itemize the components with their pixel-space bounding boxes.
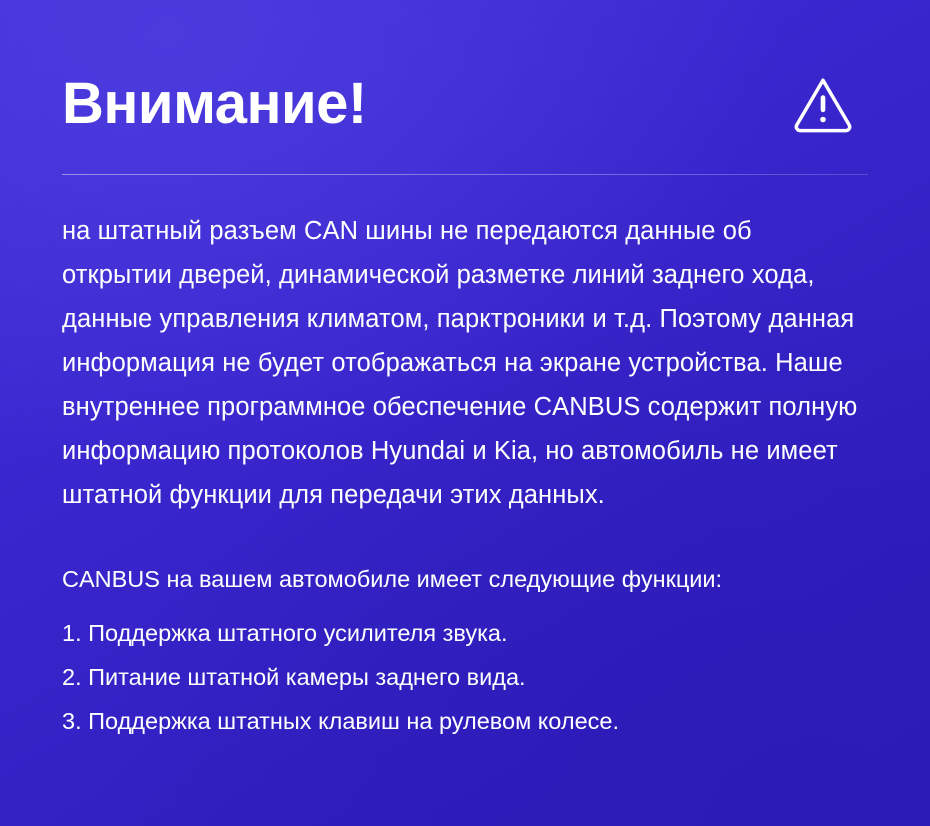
warning-triangle-icon: [792, 73, 868, 135]
notice-body: [62, 209, 868, 517]
list-item: 3. Поддержка штатных клавиш на рулевом колесе.: [62, 708, 619, 734]
features-intro: CANBUS на вашем автомобиле имеет следующие функции:: [62, 566, 723, 592]
features-list: [62, 611, 868, 743]
header-divider: [62, 174, 868, 175]
features-section: [62, 557, 868, 743]
list-item: 2. Питание штатной камеры заднего вида.: [62, 664, 526, 690]
notice-header: [62, 56, 868, 152]
page-title: Внимание!: [62, 71, 367, 136]
list-item: 1. Поддержка штатного усилителя звука.: [62, 620, 508, 646]
notice-paragraph: на штатный разъем CAN шины не передаются данные об открытии дверей, динамической разметке линий заднего хода, данные управления климатом, парктроники и т.д. Поэтому данная информация не будет отображаться на экране устройства. Наше внутреннее программное обеспечение CANBUS содержит полную информацию протоколов Hyundai и Kia, но автомобиль не имеет штатной функции для передачи этих данных.: [62, 217, 858, 509]
